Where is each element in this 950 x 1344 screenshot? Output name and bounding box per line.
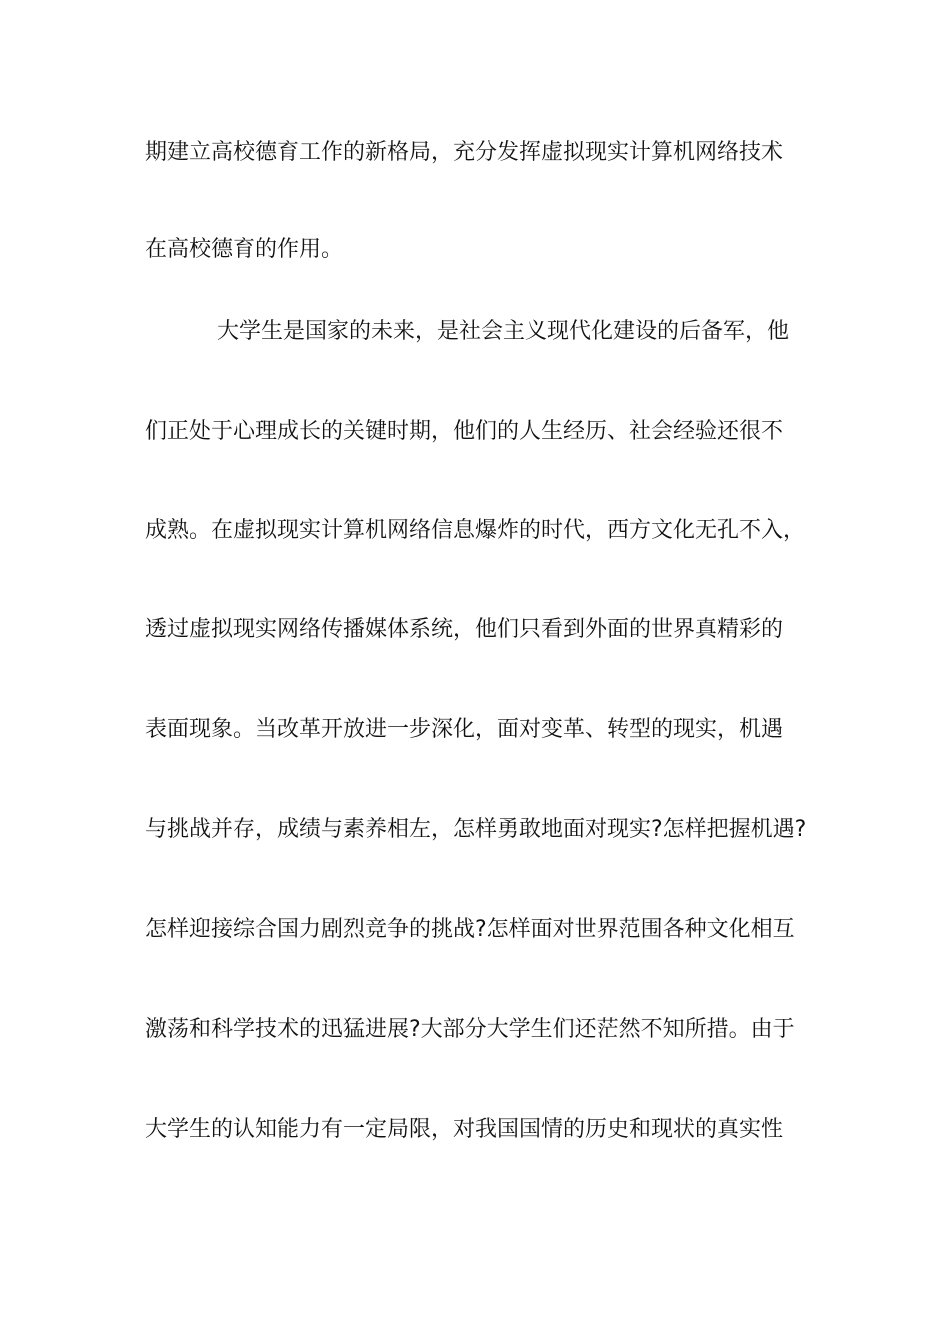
text-line: 成熟。在虚拟现实计算机网络信息爆炸的时代，西方文化无孔不入，: [145, 518, 806, 543]
text-line: 在高校德育的作用。: [145, 237, 344, 262]
text-line: 期建立高校德育工作的新格局，充分发挥虚拟现实计算机网络技术: [145, 140, 784, 165]
text-line: 表面现象。当改革开放进一步深化，面对变革、转型的现实，机遇: [145, 717, 784, 742]
text-line: 激荡和科学技术的迅猛进展?大部分大学生们还茫然不知所措。由于: [145, 1017, 795, 1042]
text-line: 怎样迎接综合国力剧烈竞争的挑战?怎样面对世界范围各种文化相互: [145, 917, 795, 942]
paragraph-first-line: 大学生是国家的未来，是社会主义现代化建设的后备军，他: [217, 319, 790, 344]
text-line: 大学生的认知能力有一定局限，对我国国情的历史和现状的真实性: [145, 1117, 784, 1142]
text-line: 们正处于心理成长的关键时期，他们的人生经历、社会经验还很不: [145, 419, 784, 444]
text-line: 与挑战并存，成绩与素养相左，怎样勇敢地面对现实?怎样把握机遇?: [145, 817, 807, 842]
text-line: 透过虚拟现实网络传播媒体系统，他们只看到外面的世界真精彩的: [145, 617, 784, 642]
